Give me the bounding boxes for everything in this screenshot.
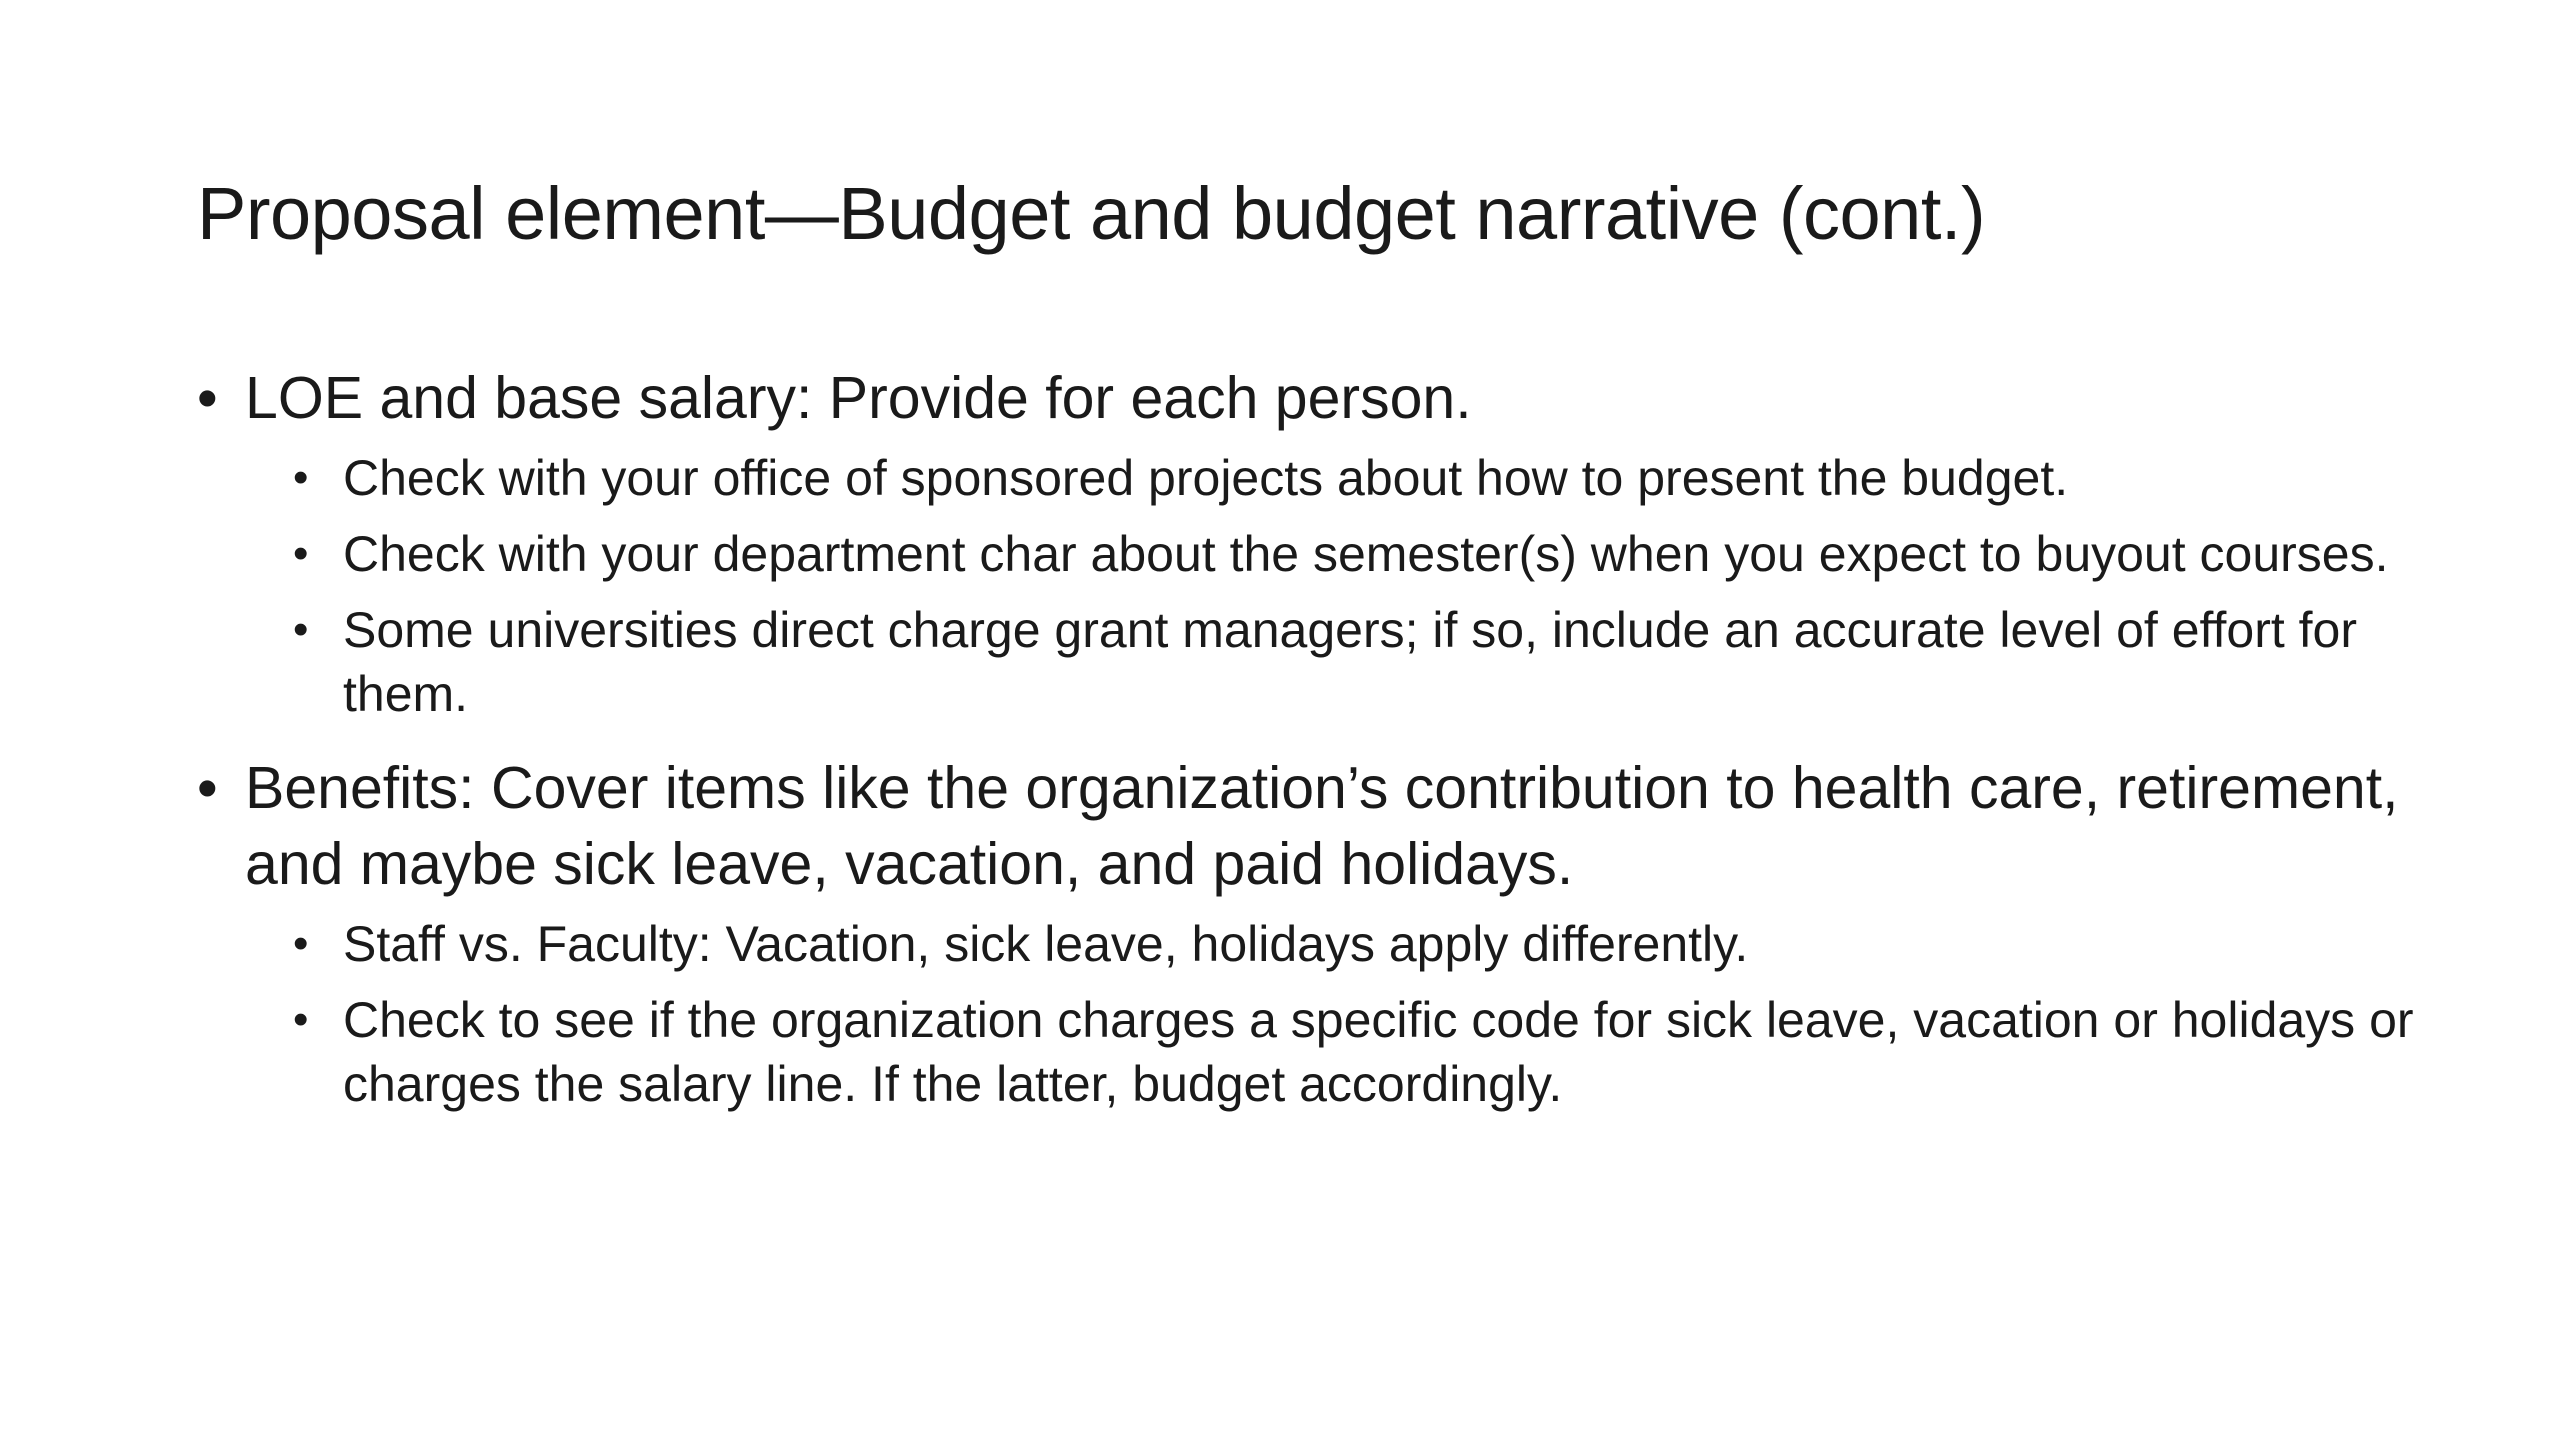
sub-bullet-item bbox=[293, 988, 2417, 1116]
bullet-icon: • bbox=[293, 995, 309, 1044]
bullet-item-benefits bbox=[197, 750, 2417, 1116]
bullet-icon: • bbox=[293, 919, 309, 968]
bullet-icon: • bbox=[197, 365, 218, 431]
bullet-text: LOE and base salary: Provide for each person. bbox=[245, 365, 1472, 431]
bullet-icon: • bbox=[197, 755, 218, 821]
sub-bullet-item bbox=[293, 522, 2417, 586]
sub-bullet-item bbox=[293, 446, 2417, 510]
bullet-icon: • bbox=[293, 529, 309, 578]
sub-bullet-item bbox=[293, 598, 2417, 726]
sub-bullet-text: Staff vs. Faculty: Vacation, sick leave, holidays apply differently. bbox=[343, 916, 1749, 972]
slide-title: Proposal element—Budget and budget narrative (cont.) bbox=[197, 172, 1986, 255]
sub-bullet-list bbox=[293, 446, 2417, 726]
bullet-item-loe bbox=[197, 360, 2417, 726]
slide-body bbox=[197, 360, 2417, 1140]
sub-bullet-text: Some universities direct charge grant managers; if so, include an accurate level of effort for them. bbox=[343, 602, 2357, 722]
sub-bullet-text: Check to see if the organization charges a specific code for sick leave, vacation or holidays or charges the salary line. If the latter, budget accordingly. bbox=[343, 992, 2414, 1112]
sub-bullet-text: Check with your office of sponsored projects about how to present the budget. bbox=[343, 450, 2069, 506]
sub-bullet-item bbox=[293, 912, 2417, 976]
bullet-text: Benefits: Cover items like the organization’s contribution to health care, retirement, and maybe sick leave, vacation, and paid holidays. bbox=[245, 755, 2399, 897]
sub-bullet-text: Check with your department char about the semester(s) when you expect to buyout courses. bbox=[343, 526, 2389, 582]
sub-bullet-list bbox=[293, 912, 2417, 1116]
bullet-list bbox=[197, 360, 2417, 1116]
bullet-icon: • bbox=[293, 605, 309, 654]
bullet-icon: • bbox=[293, 453, 309, 502]
